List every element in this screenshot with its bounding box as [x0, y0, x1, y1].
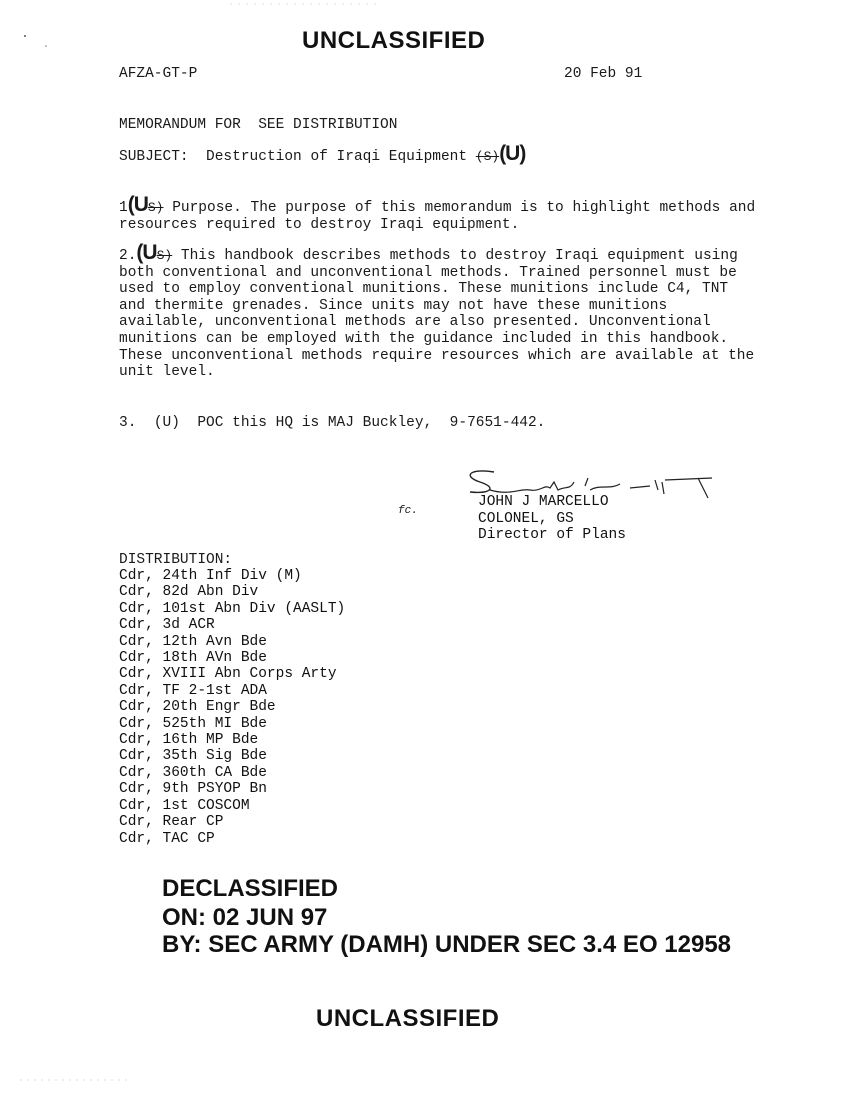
- distribution-item: Cdr, 24th Inf Div (M): [119, 568, 302, 584]
- subject-new-marking: (U): [499, 142, 526, 165]
- distribution-heading: DISTRIBUTION:: [119, 552, 233, 568]
- distribution-item: Cdr, TAC CP: [119, 830, 215, 847]
- distribution-item: Cdr, 101st Abn Div (AASLT): [119, 600, 346, 617]
- paragraph-3-text: POC this HQ is MAJ Buckley, 9-7651-442.: [197, 415, 546, 431]
- distribution-item: Cdr, 9th PSYOP Bn: [119, 781, 267, 798]
- signer-name: JOHN J MARCELLO: [478, 494, 609, 510]
- signer-title: Director of Plans: [478, 527, 626, 544]
- distribution-item: Cdr, XVIII Abn Corps Arty: [119, 666, 337, 683]
- paragraph-1-number: 1: [119, 200, 128, 216]
- signer-rank: COLONEL, GS: [478, 510, 574, 527]
- distribution-item: Cdr, 16th MP Bde: [119, 732, 259, 749]
- subject-text: Destruction of Iraqi Equipment: [206, 149, 468, 165]
- classification-banner-top: UNCLASSIFIED: [302, 27, 486, 54]
- subject-label: SUBJECT:: [119, 149, 189, 165]
- distribution-item: Cdr, 82d Abn Div: [119, 584, 259, 601]
- distribution-item: Cdr, TF 2-1st ADA: [119, 682, 267, 699]
- memorandum-for: MEMORANDUM FOR SEE DISTRIBUTION: [119, 117, 398, 133]
- paragraph-2-number: 2.: [119, 248, 137, 264]
- declassified-label: DECLASSIFIED: [162, 875, 339, 902]
- signature-initials: fc.: [398, 505, 418, 517]
- distribution-item: Cdr, 1st COSCOM: [119, 797, 250, 814]
- paragraph-2-old-marking: S): [156, 248, 173, 263]
- paragraph-1-old-marking: S): [147, 200, 164, 215]
- paragraph-3-number: 3.: [119, 415, 137, 431]
- office-symbol: AFZA-GT-P: [119, 66, 198, 82]
- distribution-item: Cdr, Rear CP: [119, 814, 224, 831]
- declassified-authority: BY: SEC ARMY (DAMH) UNDER SEC 3.4 EO 12958: [162, 931, 732, 958]
- paragraph-1-marking: (U: [127, 193, 148, 216]
- paragraph-3-marking: (U): [153, 415, 180, 431]
- distribution-item: Cdr, 18th AVn Bde: [119, 650, 267, 667]
- distribution-item: Cdr, 35th Sig Bde: [119, 748, 267, 765]
- distribution-item: Cdr, 3d ACR: [119, 617, 215, 634]
- distribution-item: Cdr, 12th Avn Bde: [119, 633, 267, 650]
- memo-date: 20 Feb 91: [564, 66, 643, 82]
- distribution-item: Cdr, 20th Engr Bde: [119, 699, 276, 716]
- subject-old-marking: (S): [475, 149, 500, 164]
- classification-banner-bottom: UNCLASSIFIED: [316, 1005, 500, 1032]
- distribution-item: Cdr, 525th MI Bde: [119, 715, 267, 732]
- paragraph-1-text: Purpose. The purpose of this memorandum is to highlight methods and resources required to destroy Iraqi equipment.: [119, 200, 756, 233]
- declassified-date: ON: 02 JUN 97: [162, 904, 328, 931]
- paragraph-2-text: This handbook describes methods to destroy Iraqi equipment using both conventional and unconventional methods. Trained personnel must be used to employ conventional munitions. These munitions include C4, TNT and thermite grenades. Since units may not have these munitions available, unconventional methods are also presented. Unconventional munitions can be employed with the guidance included in this handbook. These unconventional methods require resources which are available at the unit level.: [119, 248, 755, 381]
- paragraph-2-marking: (U: [136, 241, 157, 264]
- distribution-item: Cdr, 360th CA Bde: [119, 764, 267, 781]
